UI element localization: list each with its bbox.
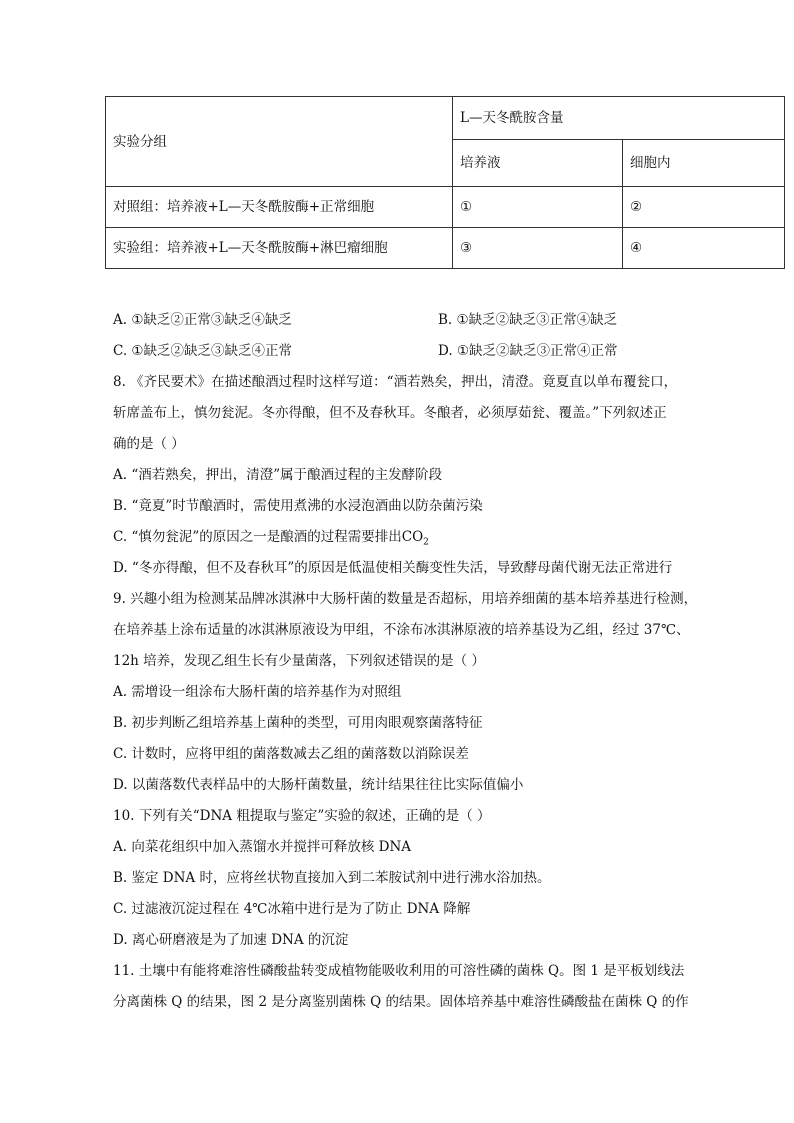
q8-option-d: D. “冬亦得酿，但不及春秋耳”的原因是低温使相关酶变性失活，导致酵母菌代谢无法正常进行 [113,560,673,576]
q10-option-d: D. 离心研磨液是为了加速 DNA 的沉淀 [113,932,349,948]
header-sub-intracellular: 细胞内 [623,140,785,187]
q9-option-a: A. 需增设一组涂布大肠杆菌的培养基作为对照组 [113,684,402,700]
row-value-cell: ③ [453,228,623,269]
question-content [113,305,793,1018]
q10-option-b: B. 鉴定 DNA 时，应将丝状物直接加入到二苯胺试剂中进行沸水浴加热。 [113,870,551,886]
q9-stem-line-3: 12h 培养，发现乙组生长有少量菌落，下列叙述错误的是（ ） [113,653,485,669]
row-value-cell: ④ [623,228,785,269]
q11-stem-line-1: 11. 土壤中有能将难溶性磷酸盐转变成植物能吸收利用的可溶性磷的菌株 Q。图 1 是平板划线法 [113,963,685,979]
row-group-cell: 对照组：培养液+L—天冬酰胺酶+正常细胞 [106,187,453,228]
q9-stem-line-2: 在培养基上涂布适量的冰淇淋原液设为甲组，不涂布冰淇淋原液的培养基设为乙组，经过 37℃、 [113,622,690,638]
q7-option-b: B. ①缺乏②缺乏③正常④缺乏 [438,312,618,328]
q9-option-b: B. 初步判断乙组培养基上菌种的类型，可用肉眼观察菌落特征 [113,715,483,731]
q7-options-row-1 [113,305,793,336]
header-sub-culture: 培养液 [453,140,623,187]
experiment-table-wrapper [105,96,784,269]
q10-option-c: C. 过滤液沉淀过程在 4℃冰箱中进行是为了防止 DNA 降解 [113,901,471,917]
row-value-cell: ① [453,187,623,228]
q9-option-d: D. 以菌落数代表样品中的大肠杆菌数量，统计结果往往比实际值偏小 [113,777,524,793]
q7-option-d: D. ①缺乏②缺乏③正常④正常 [438,343,618,359]
q10-stem: 10. 下列有关“DNA 粗提取与鉴定”实验的叙述，正确的是（ ） [113,808,491,824]
table-row [106,187,785,228]
q8-stem-line-2: 斩席盖布上，慎勿瓮泥。冬亦得酿，但不及春秋耳。冬酿者，必须厚茹瓮、覆盖。”下列叙述正 [113,405,667,421]
q9-option-c: C. 计数时，应将甲组的菌落数减去乙组的菌落数以消除误差 [113,746,469,762]
table-row [106,228,785,269]
q8-option-b: B. “竟夏”时节酿酒时，需使用煮沸的水浸泡酒曲以防杂菌污染 [113,498,483,514]
row-group-cell: 实验组：培养液+L—天冬酰胺酶+淋巴瘤细胞 [106,228,453,269]
q10-option-a: A. 向菜花组织中加入蒸馏水并搅拌可释放核 DNA [113,839,412,855]
q8-option-c-text: C. “慎勿瓮泥”的原因之一是酿酒的过程需要排出CO [113,529,424,545]
q8-option-c-subscript: 2 [423,537,429,548]
q8-option-a: A. “酒若熟矣，押出，清澄”属于酿酒过程的主发酵阶段 [113,467,443,483]
q11-stem-line-2: 分离菌株 Q 的结果，图 2 是分离鉴别菌株 Q 的结果。固体培养基中难溶性磷酸盐在菌株 Q 的作 [113,994,689,1010]
row-value-cell: ② [623,187,785,228]
experiment-table [105,96,785,269]
q8-option-c [113,522,793,553]
q7-options-row-2 [113,336,793,367]
q8-stem-line-3: 确的是（ ） [113,436,185,452]
header-main-cell: L—天冬酰胺含量 [453,97,785,140]
q8-stem-line-1: 8. 《齐民要术》在描述酿酒过程时这样写道：“酒若熟矣，押出，清澄。竟夏直以单布覆瓮口， [113,374,678,390]
header-group-cell: 实验分组 [106,97,453,187]
q9-stem-line-1: 9. 兴趣小组为检测某品牌冰淇淋中大肠杆菌的数量是否超标，用培养细菌的基本培养基进行检测， [113,591,698,607]
q7-option-a: A. ①缺乏②正常③缺乏④缺乏 [113,312,292,328]
q7-option-c: C. ①缺乏②缺乏③缺乏④正常 [113,343,293,359]
